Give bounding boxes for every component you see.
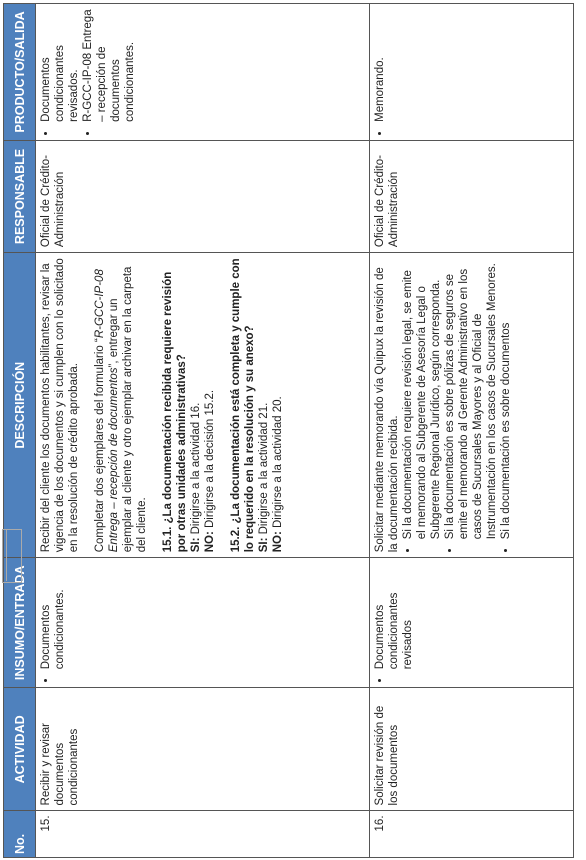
list-item: • Documentos condicionantes revisados — [373, 563, 415, 669]
responsable-cell: Oficial de Crédito-Administración — [36, 140, 370, 252]
row-number: 15. — [36, 811, 370, 858]
table-row — [36, 4, 370, 858]
decision-yes: SI: Dirigirse a la actividad 16. — [190, 402, 202, 553]
header-responsable: RESPONSABLE — [4, 140, 36, 252]
table-row — [370, 4, 574, 858]
decision-no: NO: Dirigirse a la actividad 20. — [272, 396, 284, 553]
form-reference: R-GCC-IP-08 Entrega – recepción de documentos — [94, 269, 120, 553]
header-producto: PRODUCTO/SALIDA — [4, 4, 36, 141]
list-item: • Memorando. — [373, 9, 387, 122]
list-item: • Si la documentación requiere revisión legal, se emite el memorando al Subgerente de Asesoría Legal o Subgerente Regional Jurídico, según corresponda. — [401, 258, 443, 539]
header-actividad: ACTIVIDAD — [4, 688, 36, 811]
insumo-list — [373, 563, 415, 682]
decision-yes: SI: Dirigirse a la actividad 21. — [258, 402, 270, 553]
descripcion-paragraph: Recibir del cliente los documentos habilitantes, revisar la vigencia de los documentos y si cumplen con lo solicitado en la resolución de crédito aprobada. — [40, 258, 80, 553]
header-row — [4, 4, 36, 858]
producto-cell — [370, 4, 574, 141]
insumo-cell — [36, 558, 370, 688]
list-item: • Si la documentación es sobre pólizas de seguros se emite el memorando al Gerente Administrativo en los casos de Sucursales Mayores y al Oficial de Instrumentación en los casos de Sucursales Menores. — [443, 258, 499, 539]
insumo-list — [39, 563, 67, 682]
descripcion-list — [401, 258, 513, 552]
list-item: • Documentos condicionantes revisados. — [39, 9, 81, 122]
list-item: • Documentos condicionantes. — [39, 563, 67, 669]
actividad-cell: Recibir y revisar documentos condicionantes — [36, 688, 370, 811]
producto-cell — [36, 4, 370, 141]
process-table — [3, 3, 574, 858]
responsable-cell: Oficial de Crédito-Administración — [370, 140, 574, 252]
header-insumo: INSUMO/ENTRADA — [4, 558, 36, 688]
descripcion-paragraph: Solicitar mediante memorando vía Quipux la revisión de la documentación recibida. — [374, 267, 400, 553]
header-no: No. — [4, 811, 36, 858]
descripcion-cell — [370, 253, 574, 558]
row-number: 16. — [370, 811, 574, 858]
producto-list — [373, 9, 387, 135]
actividad-cell: Solicitar revisión de los documentos — [370, 688, 574, 811]
header-descripcion: DESCRIPCIÓN — [4, 253, 36, 558]
list-item: • R-GCC-IP-08 Entrega – recepción de documentos condicionantes. — [81, 9, 137, 122]
page-corner-mark — [2, 529, 7, 581]
insumo-cell — [370, 558, 574, 688]
descripcion-paragraph: Completar dos ejemplares del formulario “R-GCC-IP-08 Entrega – recepción de documentos”, entregar un ejemplar al cliente y otro ejemplar archivar en la carpeta del cliente. — [94, 266, 148, 553]
decision-question: 15.2. ¿La documentación está completa y cumple con lo requerido en la resolución y su anexo? — [230, 258, 256, 553]
descripcion-cell — [36, 253, 370, 558]
list-item: • Si la documentación es sobre documentos — [499, 258, 513, 539]
decision-question: 15.1. ¿La documentación recibida requiere revisión por otras unidades administrativas? — [162, 271, 188, 553]
decision-no: NO: Dirigirse a la decisión 15.2. — [204, 389, 216, 553]
producto-list — [39, 9, 137, 135]
